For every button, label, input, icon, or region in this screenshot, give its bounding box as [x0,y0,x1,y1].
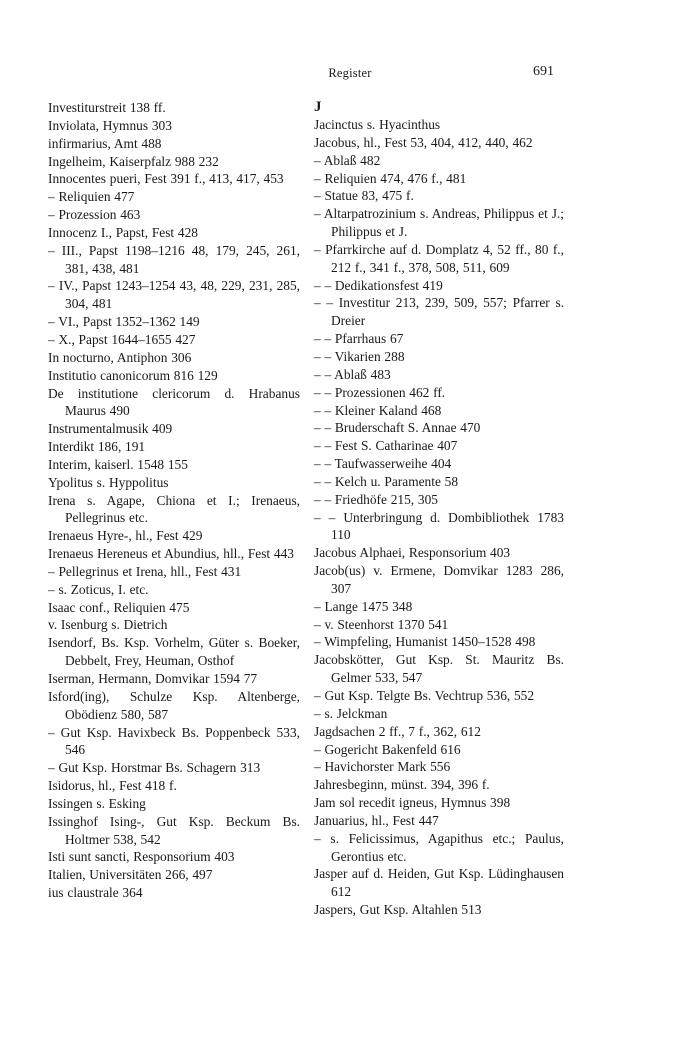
index-entry: – s. Jelckman [314,705,388,721]
index-entry: Inviolata, Hymnus 303 [48,117,172,133]
index-entry: Jam sol recedit igneus, Hymnus 398 [314,795,511,811]
index-entry: De institutione clericorum d. Hrabanus Maurus 490 [48,385,300,419]
index-entry: – Havichorster Mark 556 [314,759,451,775]
page-number: 691 [533,64,554,79]
index-entry: – Gut Ksp. Telgte Bs. Vechtrup 536, 552 [314,688,535,703]
index-entry: Isford(ing), Schulze Ksp. Altenberge, Obödienz 580, 587 [48,688,300,722]
index-entry: Jahresbeginn, münst. 394, 396 f. [314,777,490,793]
index-entry: – Gogericht Bakenfeld 616 [314,741,461,757]
index-entry: Institutio canonicorum 816 129 [48,367,218,383]
index-entry: – s. Felicissimus, Agapithus etc.; Paulus, Gerontius etc. [314,830,564,864]
index-entry: – – Friedhöfe 215, 305 [314,491,438,507]
index-entry: – – Taufwasserweihe 404 [314,456,452,472]
index-entry: ius claustrale 364 [48,885,143,901]
index-entry: Iserman, Hermann, Domvikar 1594 77 [48,671,258,686]
index-entry: – – Dedikationsfest 419 [314,277,443,293]
index-entry: – – Unterbringung d. Dombibliothek 1783 110 [314,509,564,543]
index-entry: Jacobus Alphaei, Responsorium 403 [314,545,511,561]
index-entry: Jacob(us) v. Ermene, Domvikar 1283 286, 307 [314,563,564,596]
index-entry: – Pellegrinus et Irena, hll., Fest 431 [48,563,242,579]
index-entry: – Prozession 463 [48,207,141,223]
index-entry: – III., Papst 1198–1216 48, 179, 245, 261, 381, 438, 481 [48,242,300,276]
index-entry: – Reliquien 474, 476 f., 481 [314,170,467,186]
index-entry: – Gut Ksp. Havixbeck Bs. Poppenbeck 533, 546 [48,724,300,758]
index-entry: Interdikt 186, 191 [48,439,146,455]
index-entry: – – Investitur 213, 239, 509, 557; Pfarrer s. Dreier [314,295,564,329]
index-entry: Jacobus, hl., Fest 53, 404, 412, 440, 462 [314,134,533,150]
index-entry: – Reliquien 477 [48,189,135,205]
index-entry: – Altarpatrozinium s. Andreas, Philippus et J.; Philippus et J. [314,206,564,240]
section-letter: J [314,99,322,115]
index-entry: – – Prozessionen 462 ff. [314,384,446,400]
index-entry: Ypolitus s. Hyppolitus [48,474,169,490]
index-entry: Januarius, hl., Fest 447 [314,812,439,828]
index-entry: – Wimpfeling, Humanist 1450–1528 498 [314,634,536,650]
index-entry: Innocenz I., Papst, Fest 428 [48,224,198,240]
index-entry: Irenaeus Hyre-, hl., Fest 429 [48,528,203,544]
index-entry: – – Fest S. Catharinae 407 [314,438,458,454]
page-header [0,64,700,84]
index-entry: v. Isenburg s. Dietrich [48,617,168,633]
index-entry: – – Kleiner Kaland 468 [314,402,442,418]
index-entry: – Statue 83, 475 f. [314,188,414,204]
index-entry: Italien, Universitäten 266, 497 [48,867,213,883]
index-entry: Isaac conf., Reliquien 475 [48,599,190,615]
index-entry: – – Ablaß 483 [314,366,391,382]
index-entry: Innocentes pueri, Fest 391 f., 413, 417, 453 [48,171,284,187]
index-entry: – X., Papst 1644–1655 427 [48,331,196,347]
index-entry: Interim, kaiserl. 1548 155 [48,456,188,472]
index-entry: – Lange 1475 348 [314,598,413,614]
index-entry: Instrumentalmusik 409 [48,421,173,437]
index-entry: Isti sunt sancti, Responsorium 403 [48,849,235,865]
index-entry: Issinghof Ising-, Gut Ksp. Beckum Bs. Holtmer 538, 542 [48,813,300,847]
index-entry: Isendorf, Bs. Ksp. Vorhelm, Güter s. Boeker, Debbelt, Frey, Heuman, Osthof [48,635,300,669]
index-entry: – v. Steenhorst 1370 541 [314,616,449,632]
index-entry: Jasper auf d. Heiden, Gut Ksp. Lüdinghausen 612 [314,866,564,900]
index-column-left [48,99,300,902]
index-entry: – – Kelch u. Paramente 58 [314,473,459,489]
index-entry: Investiturstreit 138 ff. [48,100,166,115]
index-column-right [314,99,564,919]
index-entry: Irenaeus Hereneus et Abundius, hll., Fest 443 [48,546,294,562]
index-entry: infirmarius, Amt 488 [48,135,162,151]
index-entry: – – Pfarrhaus 67 [314,331,404,347]
index-entry: – – Vikarien 288 [314,348,405,364]
index-entry: – s. Zoticus, I. etc. [48,581,149,597]
index-entry: – – Bruderschaft S. Annae 470 [314,420,481,436]
index-entry: Jaspers, Gut Ksp. Altahlen 513 [314,902,482,918]
index-entry: Issingen s. Esking [48,795,146,811]
index-entry: Jacobskötter, Gut Ksp. St. Mauritz Bs. Gelmer 533, 547 [314,652,564,686]
index-entry: In nocturno, Antiphon 306 [48,349,192,365]
index-entry: Ingelheim, Kaiserpfalz 988 232 [48,153,219,169]
index-entry: – Pfarrkirche auf d. Domplatz 4, 52 ff., 80 f., 212 f., 341 f., 378, 508, 511, 609 [314,241,564,275]
index-entry: – Gut Ksp. Horstmar Bs. Schagern 313 [48,760,261,776]
index-entry: Isidorus, hl., Fest 418 f. [48,778,177,794]
index-entry: – Ablaß 482 [314,152,381,168]
index-entry: Irena s. Agape, Chiona et I.; Irenaeus, Pellegrinus etc. [48,492,300,526]
running-title: Register [328,66,372,80]
index-entry: – VI., Papst 1352–1362 149 [48,314,200,330]
index-entry: – IV., Papst 1243–1254 43, 48, 229, 231, 285, 304, 481 [48,278,300,312]
index-entry: Jacinctus s. Hyacinthus [314,117,441,132]
index-entry: Jagdsachen 2 ff., 7 f., 362, 612 [314,723,481,739]
